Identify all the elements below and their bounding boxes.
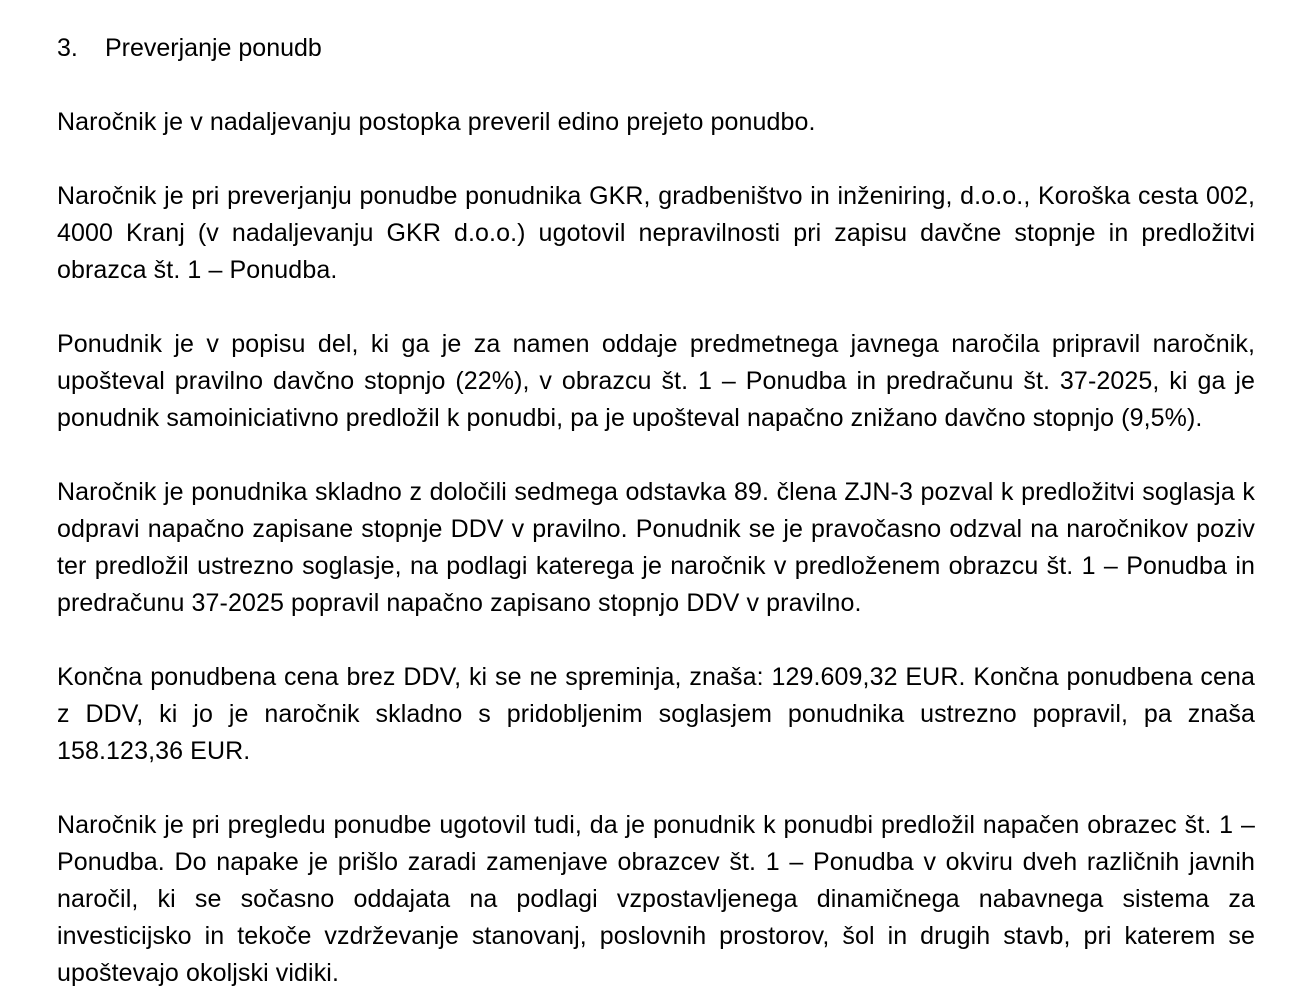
section-number: 3. [57, 34, 78, 62]
paragraph-wrong-form: Naročnik je pri pregledu ponudbe ugotovil tudi, da je ponudnik k ponudbi predložil napačen obrazec št. 1 – Ponudba. Do napake je prišlo zaradi zamenjave obrazcev št. 1 – Ponudba v okviru dveh različnih javnih naročil, ki se sočasno oddajata na podlagi vzpostavljenega dinamičnega nabavnega sistema za investicijsko in tekoče vzdrževanje stanovanj, poslovnih prostorov, šol in drugih stavb, pri katerem se upoštevajo okoljski vidiki. [57, 811, 1255, 987]
paragraph-tax-rate-details: Ponudnik je v popisu del, ki ga je za namen oddaje predmetnega javnega naročila pripravil naročnik, upošteval pravilno davčno stopnjo (22%), v obrazcu št. 1 – Ponudba in predračunu št. 37-2025, ki ga je ponudnik samoiniciativno predložil k ponudbi, pa je upošteval napačno znižano davčno stopnjo (9,5%). [57, 330, 1255, 432]
paragraph-intro: Naročnik je v nadaljevanju postopka preveril edino prejeto ponudbo. [57, 108, 816, 136]
section-title: Preverjanje ponudb [105, 34, 322, 62]
paragraph-final-price: Končna ponudbena cena brez DDV, ki se ne spreminja, znaša: 129.609,32 EUR. Končna ponudbena cena z DDV, ki jo je naročnik skladno s pridobljenim soglasjem ponudnika ustrezno popravil, pa znaša 158.123,36 EUR. [57, 663, 1255, 765]
paragraph-bidder-irregularities: Naročnik je pri preverjanju ponudbe ponudnika GKR, gradbeništvo in inženiring, d.o.o., Koroška cesta 002, 4000 Kranj (v nadaljevanju GKR d.o.o.) ugotovil nepravilnosti pri zapisu davčne stopnje in predložitvi obrazca št. 1 – Ponudba. [57, 182, 1255, 284]
paragraph-consent-correction: Naročnik je ponudnika skladno z določili sedmega odstavka 89. člena ZJN-3 pozval k predložitvi soglasja k odpravi napačno zapisane stopnje DDV v pravilno. Ponudnik se je pravočasno odzval na naročnikov poziv ter predložil ustrezno soglasje, na podlagi katerega je naročnik v predloženem obrazcu št. 1 – Ponudba in predračunu 37-2025 popravil napačno zapisano stopnjo DDV v pravilno. [57, 478, 1255, 617]
section-heading [57, 30, 1255, 67]
